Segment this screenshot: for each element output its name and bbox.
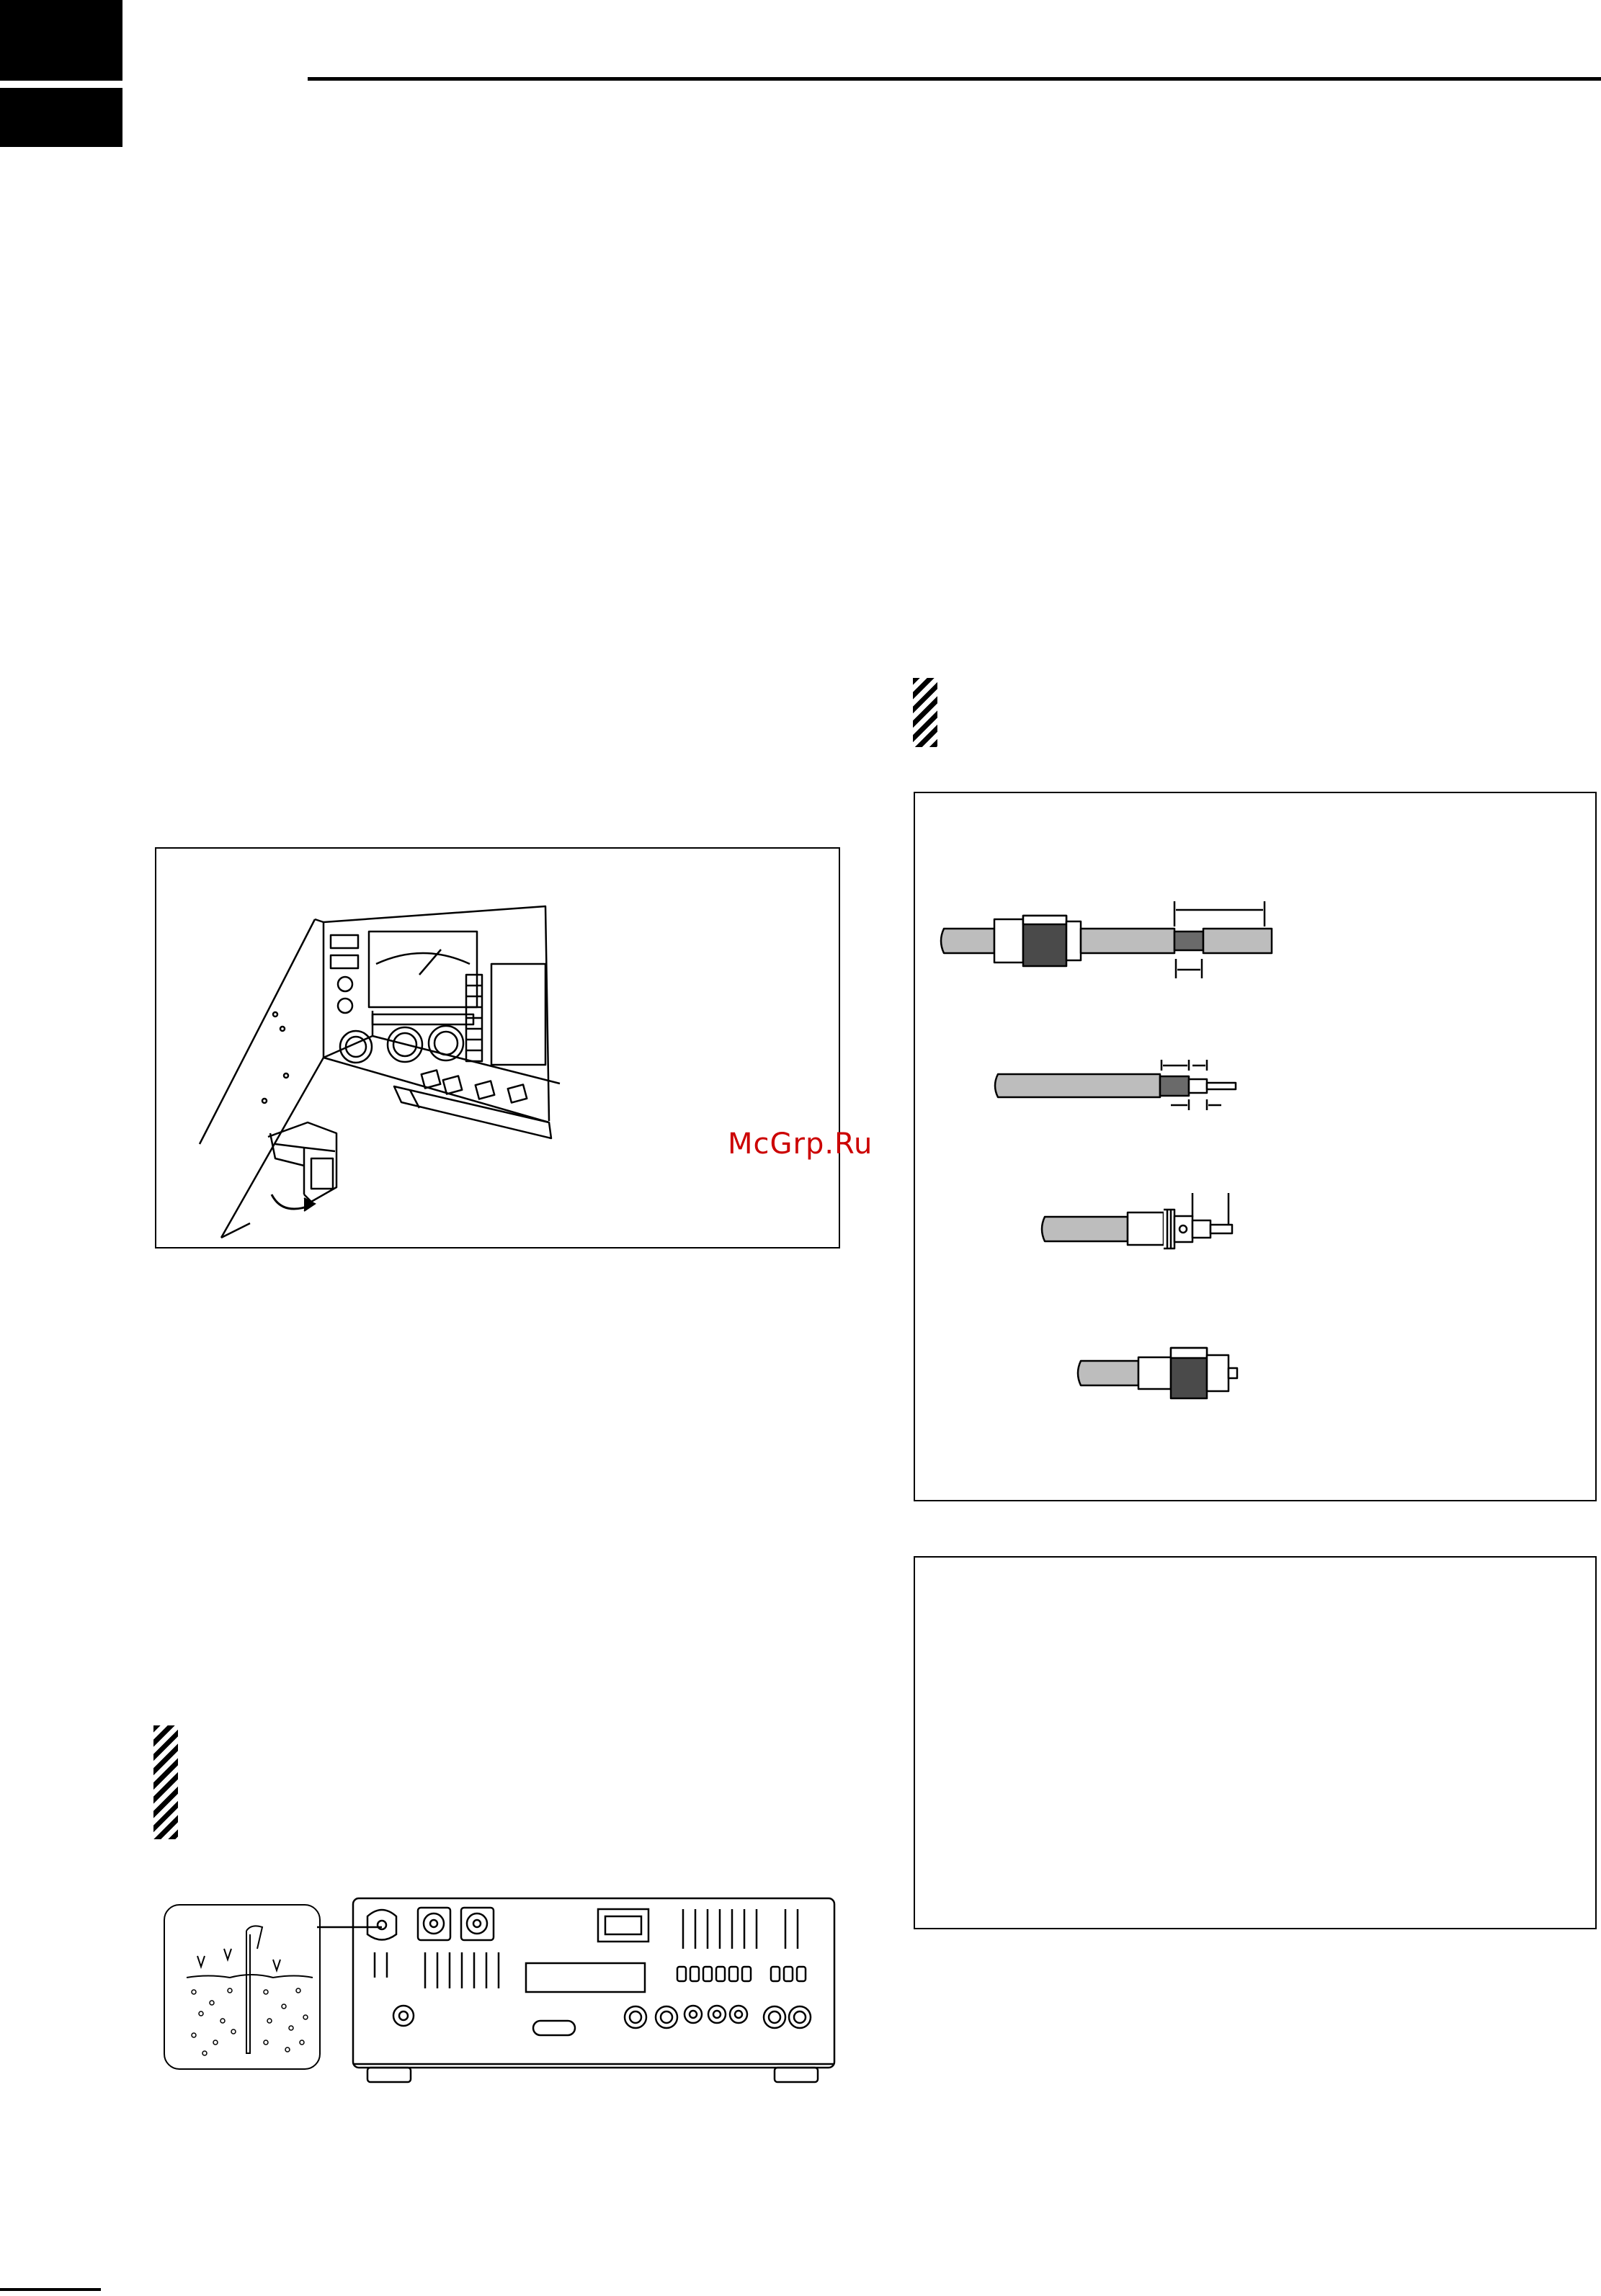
header-rule [308, 77, 1601, 81]
ground-rod-illustration [165, 1906, 322, 2071]
watermark-text: McGrp.Ru [728, 1127, 873, 1161]
rear-panel-illustration [317, 1895, 836, 2088]
note-box [914, 1556, 1597, 1929]
tilt-stand-illustration [156, 849, 842, 1250]
caution-hatch-icon-right [913, 678, 937, 747]
section-tab-secondary [0, 88, 122, 147]
ground-rod-inset [164, 1904, 321, 2070]
footer-rule [0, 2288, 101, 2291]
caution-hatch-icon-left [153, 1725, 178, 1839]
coax-connector-figure [914, 792, 1597, 1501]
coax-connector-illustration [915, 793, 1598, 1503]
rear-panel-figure [317, 1895, 836, 2088]
section-tab-dark [0, 0, 122, 81]
tilt-stand-figure [155, 847, 840, 1248]
